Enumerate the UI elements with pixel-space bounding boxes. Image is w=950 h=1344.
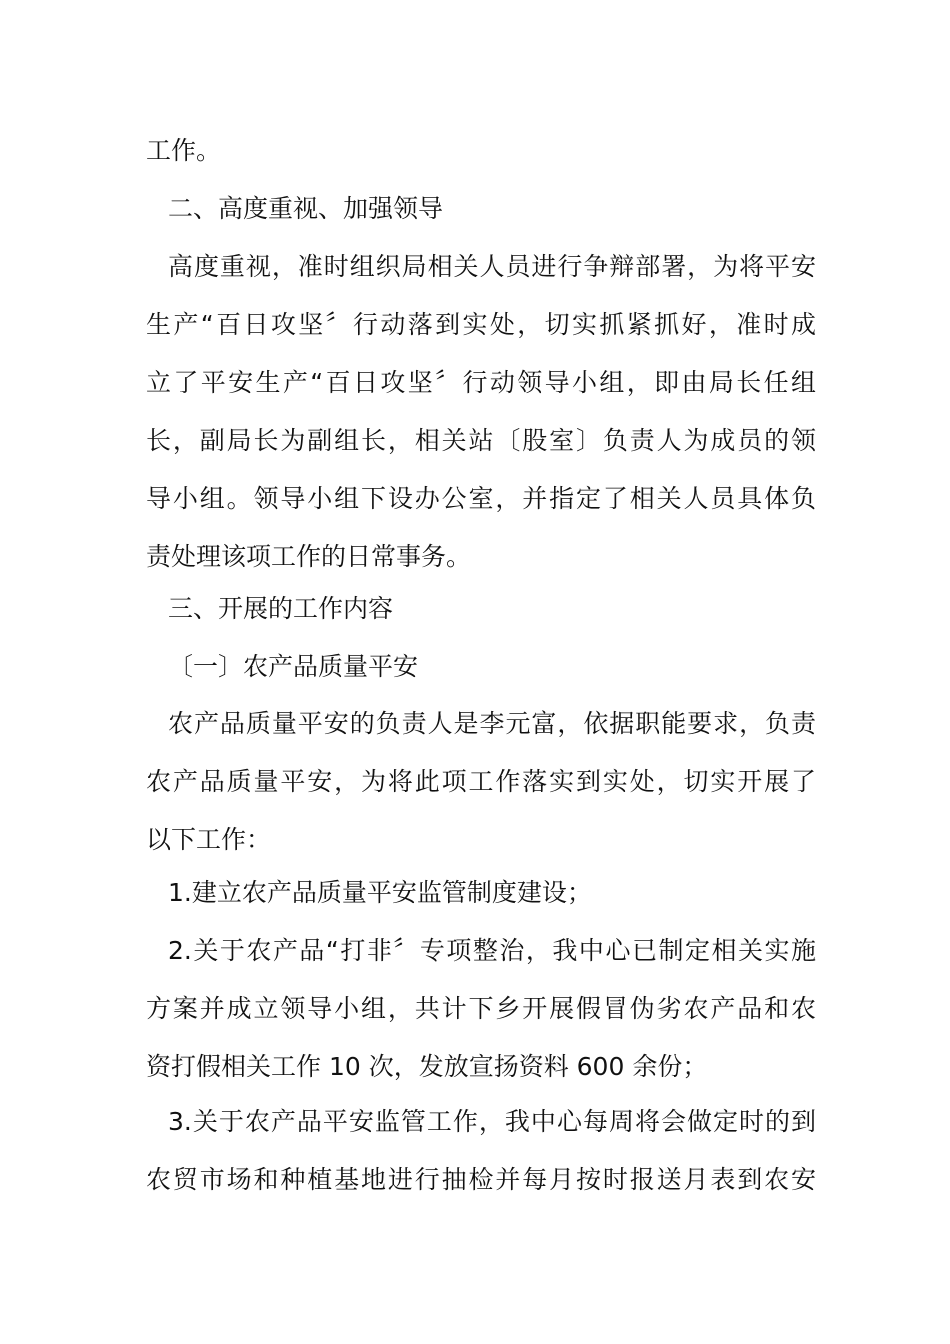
list-item: 3.关于农产品平安监管工作，我中心每周将会做定时的到 (168, 1107, 816, 1136)
text-line: 农产品质量平安，为将此项工作落实到实处，切实开展了 (146, 767, 816, 796)
list-item: 2.关于农产品“打非〞专项整治，我中心已制定相关实施 (168, 936, 816, 965)
text-line: 长，副局长为副组长，相关站〔股室〕负责人为成员的领 (146, 426, 816, 455)
text-line: 导小组。领导小组下设办公室，并指定了相关人员具体负 (146, 484, 816, 513)
text-line: 生产“百日攻坚〞行动落到实处，切实抓紧抓好，准时成 (146, 310, 816, 339)
text-line: 农贸市场和种植基地进行抽检并每月按时报送月表到农安 (146, 1165, 816, 1194)
section-heading: 二、高度重视、加强领导 (168, 194, 444, 223)
text-line: 方案并成立领导小组，共计下乡开展假冒伪劣农产品和农 (146, 994, 816, 1023)
section-heading: 三、开展的工作内容 (168, 594, 394, 623)
text-line: 以下工作： (146, 825, 272, 854)
text-line: 高度重视，准时组织局相关人员进行争辩部署，为将平安 (168, 252, 816, 281)
text-line: 农产品质量平安的负责人是李元富，依据职能要求，负责 (168, 709, 816, 738)
text-line: 责处理该项工作的日常事务。 (146, 542, 472, 571)
text-line: 工作。 (146, 136, 222, 165)
subsection-heading: 〔一〕农产品质量平安 (168, 652, 419, 681)
text-line: 资打假相关工作 10 次，发放宣扬资料 600 余份； (146, 1052, 708, 1081)
text-line: 立了平安生产“百日攻坚〞行动领导小组，即由局长任组 (146, 368, 816, 397)
list-item: 1.建立农产品质量平安监管制度建设； (168, 878, 592, 907)
